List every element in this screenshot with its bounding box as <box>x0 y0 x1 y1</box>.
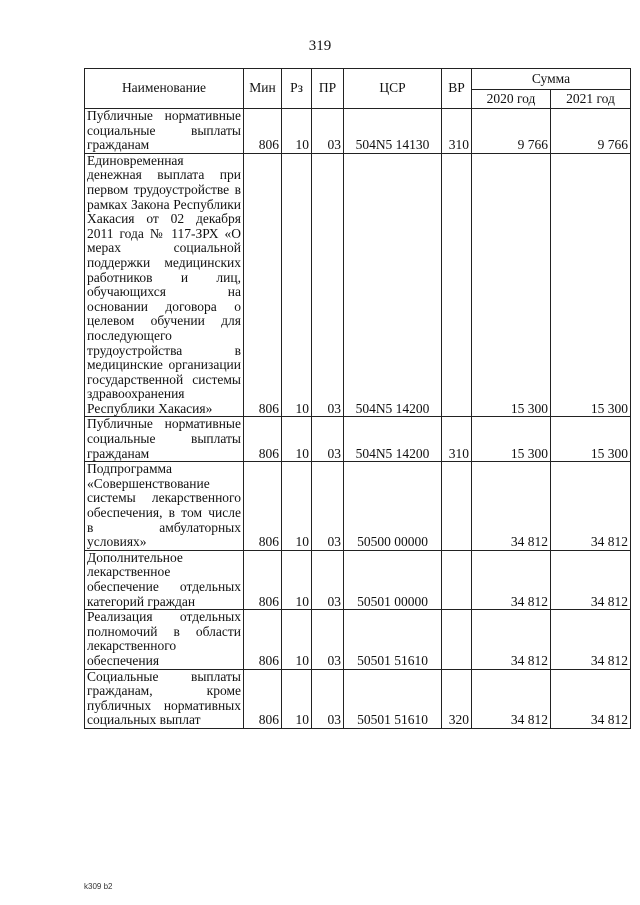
row-vr <box>442 462 472 551</box>
page-number: 319 <box>308 38 332 54</box>
row-csr: 50501 00000 <box>344 550 442 609</box>
row-csr: 50501 51610 <box>344 610 442 669</box>
row-rz: 10 <box>282 550 312 609</box>
table-row <box>85 669 631 728</box>
header-year-2020: 2020 год <box>472 90 551 109</box>
row-csr: 504N5 14200 <box>344 153 442 417</box>
row-2020: 15 300 <box>472 153 551 417</box>
row-name: Публичные нормативные социальные выплаты гражданам <box>85 109 244 154</box>
row-2021: 34 812 <box>551 462 631 551</box>
table-row <box>85 462 631 551</box>
row-vr: 310 <box>442 417 472 462</box>
row-rz: 10 <box>282 109 312 154</box>
row-name: Публичные нормативные социальные выплаты гражданам <box>85 417 244 462</box>
table-row <box>85 550 631 609</box>
row-2021: 34 812 <box>551 669 631 728</box>
row-2021: 15 300 <box>551 417 631 462</box>
row-2020: 34 812 <box>472 550 551 609</box>
row-min: 806 <box>244 462 282 551</box>
budget-table <box>84 68 631 729</box>
row-rz: 10 <box>282 462 312 551</box>
row-min: 806 <box>244 669 282 728</box>
row-name: Дополнительное лекарственное обеспечение отдельных категорий граждан <box>85 550 244 609</box>
row-pr: 03 <box>312 462 344 551</box>
row-csr: 50500 00000 <box>344 462 442 551</box>
header-min: Мин <box>244 69 282 109</box>
row-pr: 03 <box>312 669 344 728</box>
row-vr: 320 <box>442 669 472 728</box>
row-pr: 03 <box>312 610 344 669</box>
header-year-2021: 2021 год <box>551 90 631 109</box>
row-vr <box>442 550 472 609</box>
row-pr: 03 <box>312 109 344 154</box>
row-csr: 504N5 14130 <box>344 109 442 154</box>
row-2021: 34 812 <box>551 610 631 669</box>
row-name: Реализация отдельных полномочий в области лекарственного обеспечения <box>85 610 244 669</box>
row-min: 806 <box>244 417 282 462</box>
row-2020: 34 812 <box>472 669 551 728</box>
table-row <box>85 610 631 669</box>
row-2021: 15 300 <box>551 153 631 417</box>
row-min: 806 <box>244 153 282 417</box>
row-name: Единовременная денежная выплата при первом трудоустройстве в рамках Закона Республики Хакасия от 02 декабря 2011 года № 117-ЗРХ «О мерах социальной поддержки медицинских работников и лиц, обучающихся на основании договора о целевом обучении для последующего трудоустройства в медицинские организации государственной системы здравоохранения Республики Хакасия» <box>85 153 244 417</box>
row-2020: 34 812 <box>472 610 551 669</box>
header-vr: ВР <box>442 69 472 109</box>
row-min: 806 <box>244 109 282 154</box>
row-2021: 34 812 <box>551 550 631 609</box>
row-2020: 9 766 <box>472 109 551 154</box>
header-rz: Рз <box>282 69 312 109</box>
table-row <box>85 153 631 417</box>
header-pr: ПР <box>312 69 344 109</box>
row-name: Социальные выплаты гражданам, кроме публичных нормативных социальных выплат <box>85 669 244 728</box>
row-pr: 03 <box>312 550 344 609</box>
footer-code: k309 b2 <box>84 882 113 891</box>
row-pr: 03 <box>312 153 344 417</box>
row-vr <box>442 610 472 669</box>
row-min: 806 <box>244 550 282 609</box>
row-csr: 50501 51610 <box>344 669 442 728</box>
row-2020: 34 812 <box>472 462 551 551</box>
table-row <box>85 109 631 154</box>
row-name: Подпрограмма «Совершенствование системы лекарственного обеспечения, в том числе в амбулаторных условиях» <box>85 462 244 551</box>
row-csr: 504N5 14200 <box>344 417 442 462</box>
row-rz: 10 <box>282 417 312 462</box>
row-vr <box>442 153 472 417</box>
row-vr: 310 <box>442 109 472 154</box>
header-name: Наименование <box>85 69 244 109</box>
row-2021: 9 766 <box>551 109 631 154</box>
row-2020: 15 300 <box>472 417 551 462</box>
header-csr: ЦСР <box>344 69 442 109</box>
header-sum: Сумма <box>472 69 631 90</box>
row-min: 806 <box>244 610 282 669</box>
table-row <box>85 417 631 462</box>
row-rz: 10 <box>282 669 312 728</box>
row-rz: 10 <box>282 610 312 669</box>
row-rz: 10 <box>282 153 312 417</box>
row-pr: 03 <box>312 417 344 462</box>
